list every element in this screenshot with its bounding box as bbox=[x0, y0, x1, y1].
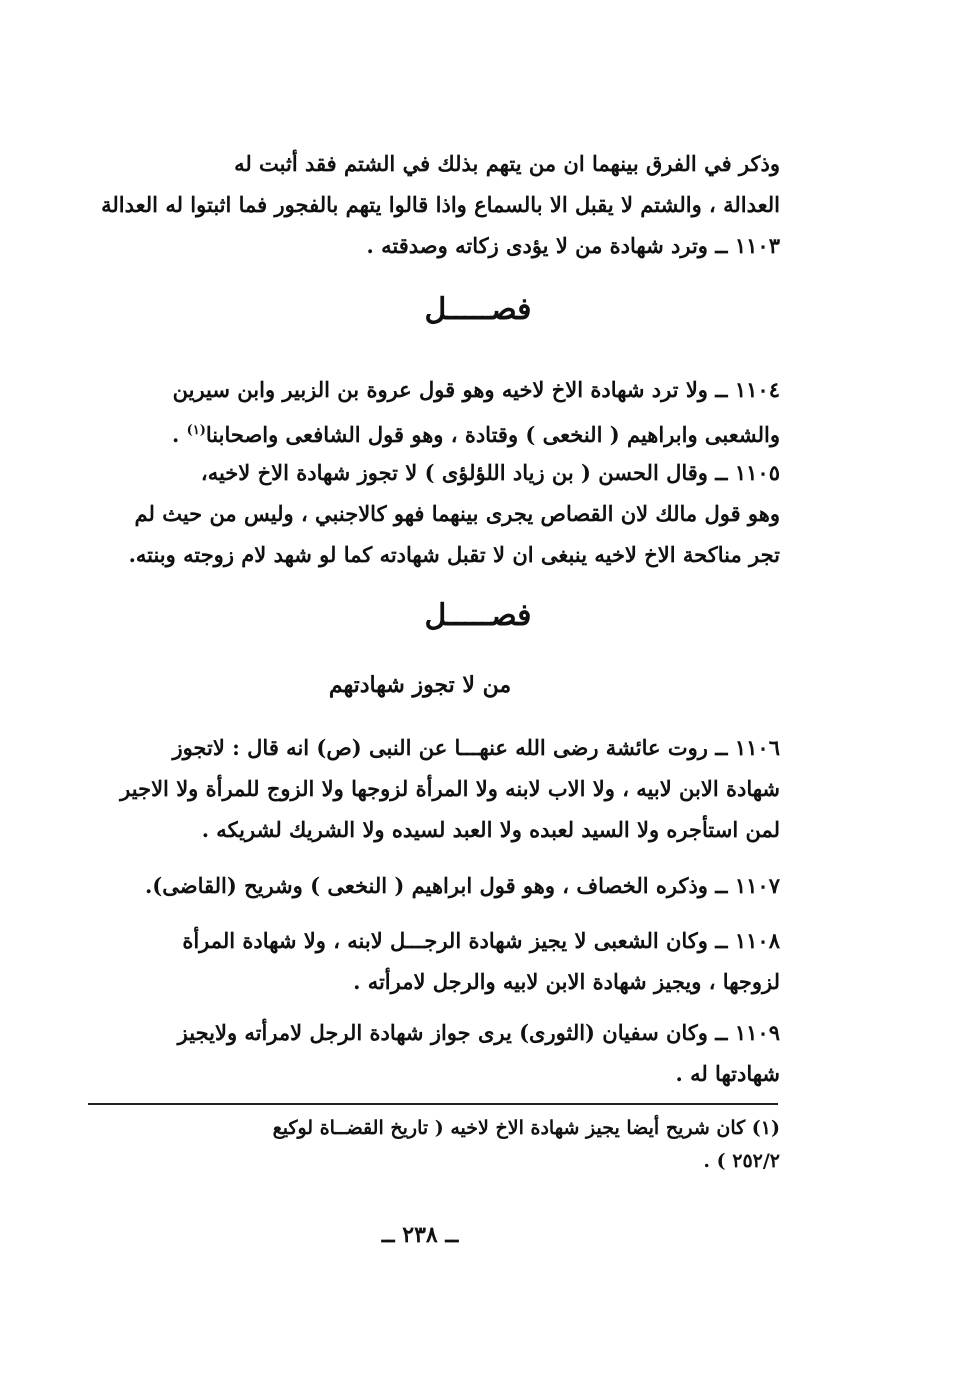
paragraph-1109 bbox=[85, 1012, 780, 1094]
text-line: تجر مناكحة الاخ لاخيه ينبغى ان لا تقبل شهادته كما لو شهد لام زوجته وبنته. bbox=[128, 542, 780, 567]
footnote-reference: (١) bbox=[186, 423, 206, 438]
text-line: ١١٠٤ ــ ولا ترد شهادة الاخ لاخيه وهو قول عروة بن الزبير وابن سيرين bbox=[172, 377, 780, 402]
footnote-line: (١) كان شريح أيضا يجيز شهادة الاخ لاخيه ( تاريخ القضــاة لوكيع bbox=[272, 1117, 780, 1139]
paragraph-1108 bbox=[85, 920, 780, 1002]
text-line: شهادتها له . bbox=[675, 1061, 780, 1086]
text-line: لزوجها ، ويجيز شهادة الابن لابيه والرجل لامرأته . bbox=[353, 969, 780, 994]
text-span: . bbox=[171, 422, 187, 447]
text-line: العدالة ، والشتم لا يقبل الا بالسماع واذا قالوا يتهم بالفجور فما اثبتوا له العدالة bbox=[101, 192, 780, 217]
text-line: وذكر في الفرق بينهما ان من يتهم بذلك في الشتم فقد أثبت له bbox=[234, 151, 780, 176]
text-line: ١١٠٣ ــ وترد شهادة من لا يؤدى زكاته وصدقته . bbox=[366, 233, 780, 258]
text-line: ١١٠٩ ــ وكان سفيان (الثورى) يرى جواز شهادة الرجل لامرأته ولايجيز bbox=[177, 1020, 780, 1045]
paragraph-1106 bbox=[85, 727, 780, 850]
text-span: والشعبى وابراهيم ( النخعى ) وقتادة ، وهو قول الشافعى واصحابنا bbox=[205, 422, 780, 447]
paragraph-1105 bbox=[85, 452, 780, 575]
paragraph-1104 bbox=[85, 369, 780, 455]
section-heading-fasl-1: فصـــــل bbox=[424, 292, 532, 327]
text-line bbox=[85, 410, 780, 455]
text-line: ١١٠٨ ــ وكان الشعبى لا يجيز شهادة الرجـــل لابنه ، ولا شهادة المرأة bbox=[182, 928, 780, 953]
section-subheading: من لا تجوز شهادتهم bbox=[328, 672, 512, 698]
section-heading-fasl-2: فصـــــل bbox=[424, 598, 532, 633]
text-line: وهو قول مالك لان القصاص يجرى بينهما فهو كالاجنبي ، وليس من حيث لم bbox=[134, 501, 780, 526]
paragraph-intro bbox=[85, 143, 780, 266]
text-line: ١١٠٦ ــ روت عائشة رضى الله عنهـــا عن النبى (ص) انه قال : لاتجوز bbox=[172, 735, 780, 760]
paragraph-1107 bbox=[85, 865, 780, 906]
footnote-divider bbox=[88, 1103, 778, 1105]
text-line: شهادة الابن لابيه ، ولا الاب لابنه ولا المرأة لزوجها ولا الزوج للمرأة ولا الاجير bbox=[120, 776, 780, 801]
footnote bbox=[90, 1112, 780, 1178]
text-line: لمن استأجره ولا السيد لعبده ولا العبد لسيده ولا الشريك لشريكه . bbox=[201, 817, 780, 842]
footnote-line: ٢٥٢/٢ ) . bbox=[703, 1150, 780, 1172]
text-line: ١١٠٧ ــ وذكره الخصاف ، وهو قول ابراهيم ( النخعى ) وشريح (القاضى). bbox=[144, 873, 780, 898]
text-line: ١١٠٥ ــ وقال الحسن ( بن زياد اللؤلؤى ) لا تجوز شهادة الاخ لاخيه، bbox=[200, 460, 780, 485]
page-number: ــ ٢٣٨ ــ bbox=[381, 1222, 459, 1248]
